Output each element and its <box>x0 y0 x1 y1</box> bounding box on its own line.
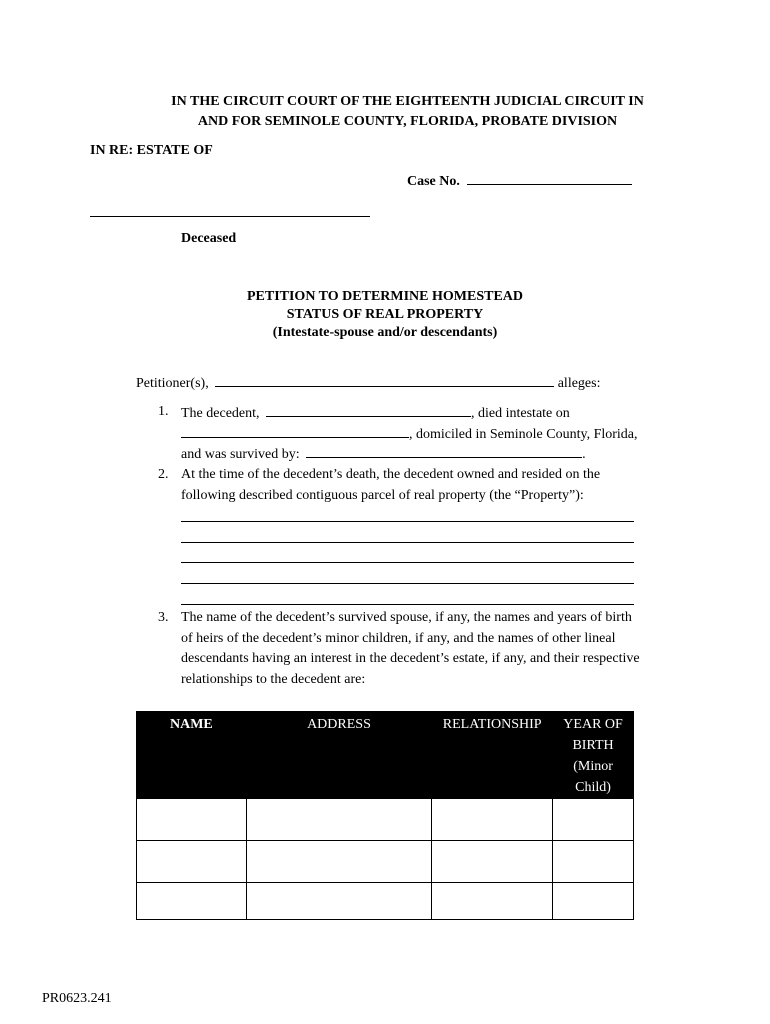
table-cell-name[interactable] <box>137 799 247 841</box>
heirs-table-header-row <box>137 712 634 799</box>
court-heading-line1: IN THE CIRCUIT COURT OF THE EIGHTEENTH JUDICIAL CIRCUIT IN <box>171 94 644 109</box>
petitioner-prefix: Petitioner(s), <box>136 376 209 391</box>
case-number-row <box>407 172 632 190</box>
petition-title-line3: (Intestate-spouse and/or descendants) <box>272 325 498 340</box>
table-cell-relationship[interactable] <box>432 841 553 883</box>
survived-by-field[interactable] <box>306 445 582 458</box>
item-1-domiciled: , domiciled in Seminole County, Florida, <box>409 427 638 442</box>
table-cell-address[interactable] <box>246 799 431 841</box>
header-year-line4: Child) <box>575 780 611 795</box>
table-row <box>137 883 634 920</box>
deceased-label: Deceased <box>181 231 237 246</box>
header-address: ADDRESS <box>246 712 431 799</box>
item-2-line2: following described contiguous parcel of real property (the “Property”): <box>181 488 584 503</box>
item-3-line4: relationships to the decedent are: <box>181 672 366 687</box>
table-row <box>137 841 634 883</box>
item-3-line3: descendants having an interest in the decedent’s estate, if any, and their respective <box>181 651 640 666</box>
property-description-line-5[interactable] <box>181 604 634 605</box>
property-description-line-2[interactable] <box>181 542 634 543</box>
item-3-number: 3. <box>158 610 169 625</box>
header-year-line2: BIRTH <box>572 738 614 753</box>
item-1-period: . <box>582 447 586 462</box>
petition-title-line1: PETITION TO DETERMINE HOMESTEAD <box>246 289 524 304</box>
table-cell-year[interactable] <box>553 799 634 841</box>
petitioner-name-field[interactable] <box>215 374 554 387</box>
table-cell-address[interactable] <box>246 883 431 920</box>
item-1-line-c <box>181 445 586 463</box>
item-2-line1: At the time of the decedent’s death, the decedent owned and resided on the <box>181 467 601 482</box>
item-2-number: 2. <box>158 467 169 482</box>
item-1-died-intestate: , died intestate on <box>471 406 570 421</box>
table-row <box>137 799 634 841</box>
table-cell-name[interactable] <box>137 841 247 883</box>
item-1-line-a <box>181 404 570 422</box>
property-description-line-4[interactable] <box>181 583 634 584</box>
table-cell-year[interactable] <box>553 883 634 920</box>
header-year-of-birth <box>553 712 634 799</box>
header-name: NAME <box>137 712 247 799</box>
case-number-field[interactable] <box>467 172 632 185</box>
header-relationship: RELATIONSHIP <box>432 712 553 799</box>
table-cell-name[interactable] <box>137 883 247 920</box>
property-description-line-1[interactable] <box>181 521 634 522</box>
table-cell-address[interactable] <box>246 841 431 883</box>
in-re-label: IN RE: ESTATE OF <box>90 143 213 158</box>
item-1-number: 1. <box>158 404 169 419</box>
header-year-line1: YEAR OF <box>563 717 623 732</box>
item-1-survived-by-label: and was survived by: <box>181 447 300 462</box>
case-number-label: Case No. <box>407 174 460 189</box>
item-1-line-b <box>181 425 638 443</box>
item-1-decedent-label: The decedent, <box>181 406 260 421</box>
court-heading-line2: AND FOR SEMINOLE COUNTY, FLORIDA, PROBATE DIVISION <box>197 114 618 129</box>
form-code: PR0623.241 <box>42 991 112 1006</box>
property-description-line-3[interactable] <box>181 562 634 563</box>
header-year-line3: (Minor <box>573 759 613 774</box>
decedent-name-line[interactable] <box>90 216 370 217</box>
decedent-name-field[interactable] <box>266 404 471 417</box>
heirs-table <box>136 711 634 920</box>
table-cell-relationship[interactable] <box>432 883 553 920</box>
table-cell-relationship[interactable] <box>432 799 553 841</box>
item-3-line1: The name of the decedent’s survived spouse, if any, the names and years of birth <box>181 610 632 625</box>
table-cell-year[interactable] <box>553 841 634 883</box>
petitioner-row <box>136 374 600 392</box>
item-3-line2: of heirs of the decedent’s minor children, if any, and the names of other lineal <box>181 631 616 646</box>
petition-title-line2: STATUS OF REAL PROPERTY <box>286 307 484 322</box>
date-of-death-field[interactable] <box>181 425 409 438</box>
petitioner-suffix: alleges: <box>557 376 601 391</box>
